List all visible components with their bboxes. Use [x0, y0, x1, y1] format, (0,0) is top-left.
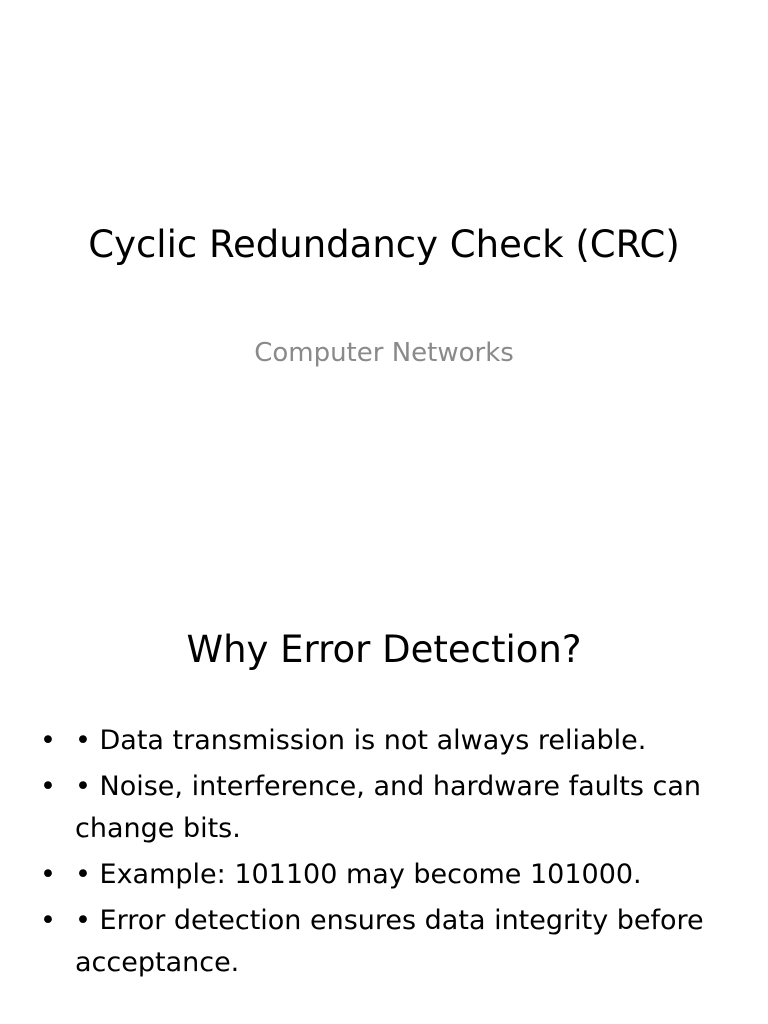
slide-subtitle: Computer Networks [254, 338, 514, 368]
content-slide [0, 512, 768, 1024]
bullet-list [38, 720, 738, 988]
bullet-marker: • [40, 905, 56, 936]
bullet-marker: • [40, 771, 56, 802]
bullet-item [38, 900, 738, 984]
bullet-marker: • [40, 859, 56, 890]
bullet-marker: • [40, 725, 56, 756]
bullet-item [38, 720, 738, 762]
bullet-item [38, 854, 738, 896]
bullet-item [38, 766, 738, 850]
bullet-text: • Error detection ensures data integrity before acceptance. [75, 905, 704, 978]
bullet-text: • Noise, interference, and hardware faults can change bits. [75, 771, 701, 844]
bullet-text: • Data transmission is not always reliable. [75, 725, 647, 756]
slide-title: Cyclic Redundancy Check (CRC) [88, 223, 680, 266]
slide-title: Why Error Detection? [186, 628, 582, 671]
bullet-text: • Example: 101100 may become 101000. [75, 859, 642, 890]
